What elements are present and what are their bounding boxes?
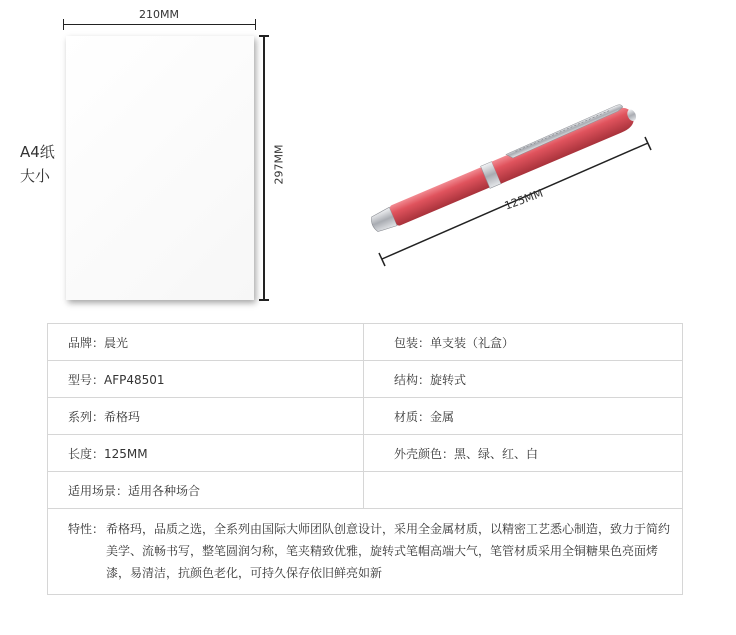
spec-empty bbox=[364, 472, 682, 508]
spec-table bbox=[47, 323, 683, 595]
spec-packaging: 包装：单支装（礼盒） bbox=[394, 335, 515, 350]
pen-image bbox=[365, 100, 655, 270]
spec-brand: 品牌：晨光 bbox=[48, 324, 364, 360]
paper-size-label bbox=[20, 140, 55, 188]
features bbox=[48, 518, 682, 584]
spec-row bbox=[48, 361, 682, 398]
spec-shell-color: 外壳颜色：黑、绿、红、白 bbox=[394, 446, 539, 461]
features-row bbox=[48, 509, 682, 594]
spec-row bbox=[48, 472, 682, 509]
spec-series: 系列：希格玛 bbox=[48, 398, 364, 434]
features-text: 希格玛，品质之选，全系列由国际大师团队创意设计，采用全金属材质，以精密工艺悉心制造，致力于简约美学、流畅书写，整笔圆润匀称，笔夹精致优雅，旋转式笔帽高端大气，笔管材质采用全铜糖果色亮面烤漆，易清洁，抗颜色老化，可持久保存依旧鲜亮如新 bbox=[106, 522, 671, 580]
spec-model: 型号：AFP48501 bbox=[48, 361, 364, 397]
spec-row bbox=[48, 435, 682, 472]
pen-illustration bbox=[365, 100, 655, 270]
spec-length: 长度：125MM bbox=[48, 435, 364, 471]
features-title: 特性： bbox=[68, 522, 105, 536]
height-label: 297MM bbox=[272, 144, 286, 185]
height-dimension-line bbox=[263, 35, 265, 301]
width-label: 210MM bbox=[139, 8, 179, 21]
paper-label-line1: A4纸 bbox=[20, 143, 55, 161]
spec-structure: 结构：旋转式 bbox=[394, 372, 467, 387]
width-dimension-line bbox=[63, 24, 256, 25]
spec-row bbox=[48, 324, 682, 361]
spec-material: 材质：金属 bbox=[394, 409, 455, 424]
a4-paper bbox=[66, 36, 254, 300]
spec-usage: 适用场景：适用各种场合 bbox=[48, 472, 364, 508]
paper-label-line2: 大小 bbox=[20, 167, 51, 185]
spec-row bbox=[48, 398, 682, 435]
pen-length-label: 125MM bbox=[502, 186, 545, 213]
